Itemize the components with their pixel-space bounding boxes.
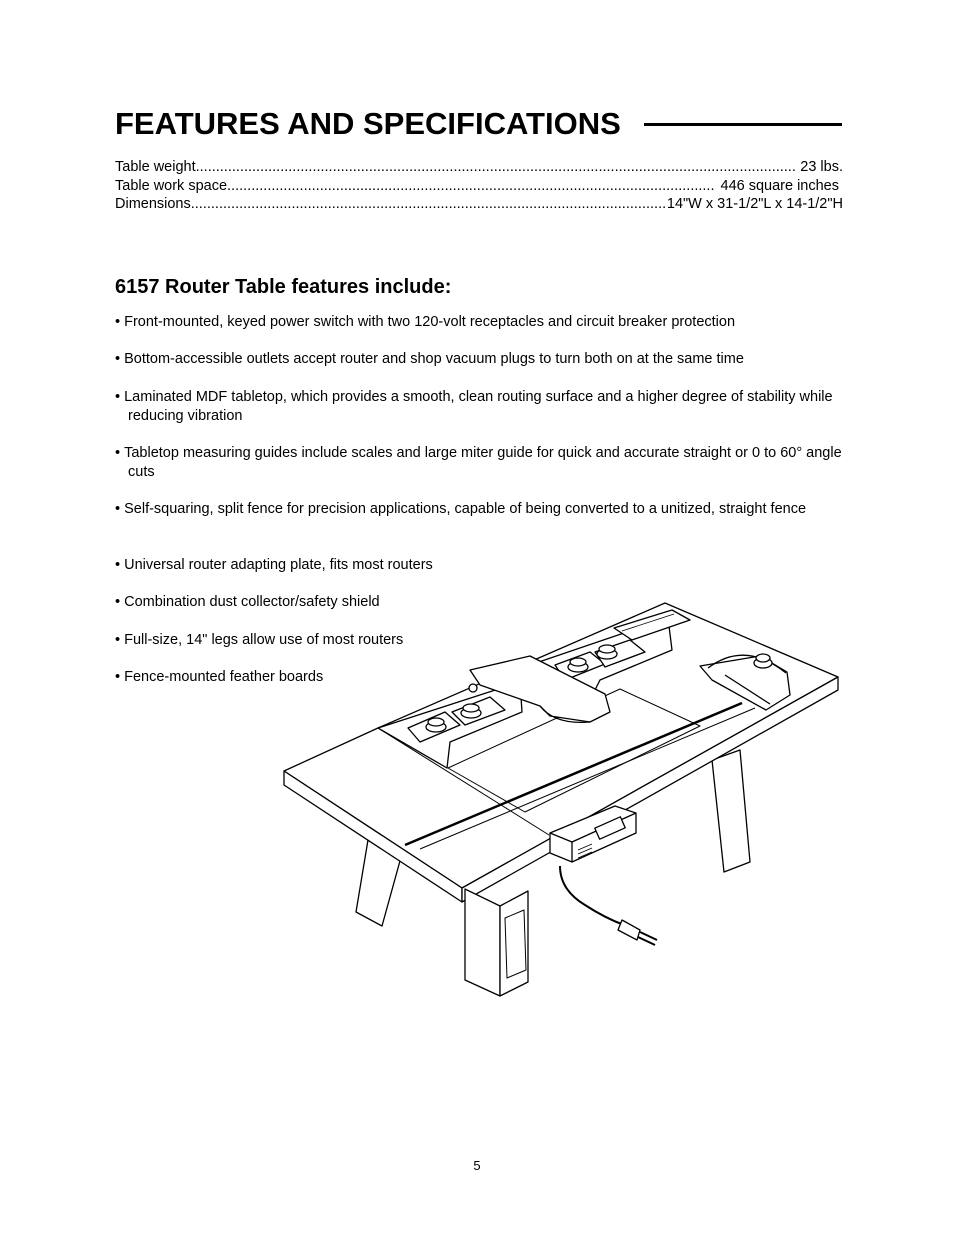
spec-label: Dimensions: [115, 196, 191, 212]
rear-right-leg: [712, 750, 750, 872]
feature-item: • Full-size, 14" legs allow use of most routers: [115, 631, 853, 650]
front-left-leg: [465, 889, 500, 996]
spec-label: Table weight: [115, 159, 196, 175]
feature-item: • Laminated MDF tabletop, which provides a smooth, clean routing surface and a higher degree of stability while reducing vibration: [115, 388, 853, 426]
page-number: 5: [473, 1158, 481, 1173]
fence-knob-top: [428, 718, 444, 726]
feature-item: • Self-squaring, split fence for precision applications, capable of being converted to a unitized, straight fence: [115, 500, 853, 519]
spec-value: 23 lbs.: [800, 159, 843, 175]
feature-item: • Combination dust collector/safety shield: [115, 593, 853, 612]
fence-knob-top: [570, 658, 586, 666]
spec-leader-dots: [196, 158, 798, 177]
features-heading: 6157 Router Table features include:: [115, 276, 452, 298]
miter-knob-top: [756, 654, 770, 662]
spec-row-work-space: [115, 177, 843, 196]
spec-leader-dots: [191, 195, 666, 214]
feature-item: • Bottom-accessible outlets accept router and shop vacuum plugs to turn both on at the same time: [115, 350, 853, 369]
spec-row-dimensions: [115, 195, 843, 214]
title-rule: [644, 123, 842, 126]
feature-item: • Tabletop measuring guides include scales and large miter guide for quick and accurate straight or 0 to 60° angle cuts: [115, 444, 853, 482]
fence-knob-top: [599, 645, 615, 653]
shield-bolt: [469, 684, 477, 692]
router-table-illustration: [280, 600, 845, 1005]
page-title: FEATURES AND SPECIFICATIONS: [115, 106, 621, 141]
spec-label: Table work space: [115, 177, 228, 194]
feature-item: • Universal router adapting plate, fits most routers: [115, 556, 853, 575]
power-plug: [618, 920, 640, 940]
spec-row-table-weight: [115, 158, 843, 177]
fence-knob-top: [463, 704, 479, 712]
spec-value: 446 square inches: [720, 177, 839, 194]
specifications-list: [115, 158, 843, 214]
feature-item: • Fence-mounted feather boards: [115, 668, 853, 687]
feature-item: • Front-mounted, keyed power switch with two 120-volt receptacles and circuit breaker protection: [115, 313, 853, 332]
spec-value: 14"W x 31-1/2"L x 14-1/2"H: [666, 196, 843, 212]
spec-leader-dots: [227, 177, 714, 196]
front-left-leg-side: [500, 891, 528, 996]
power-cord: [560, 866, 624, 925]
